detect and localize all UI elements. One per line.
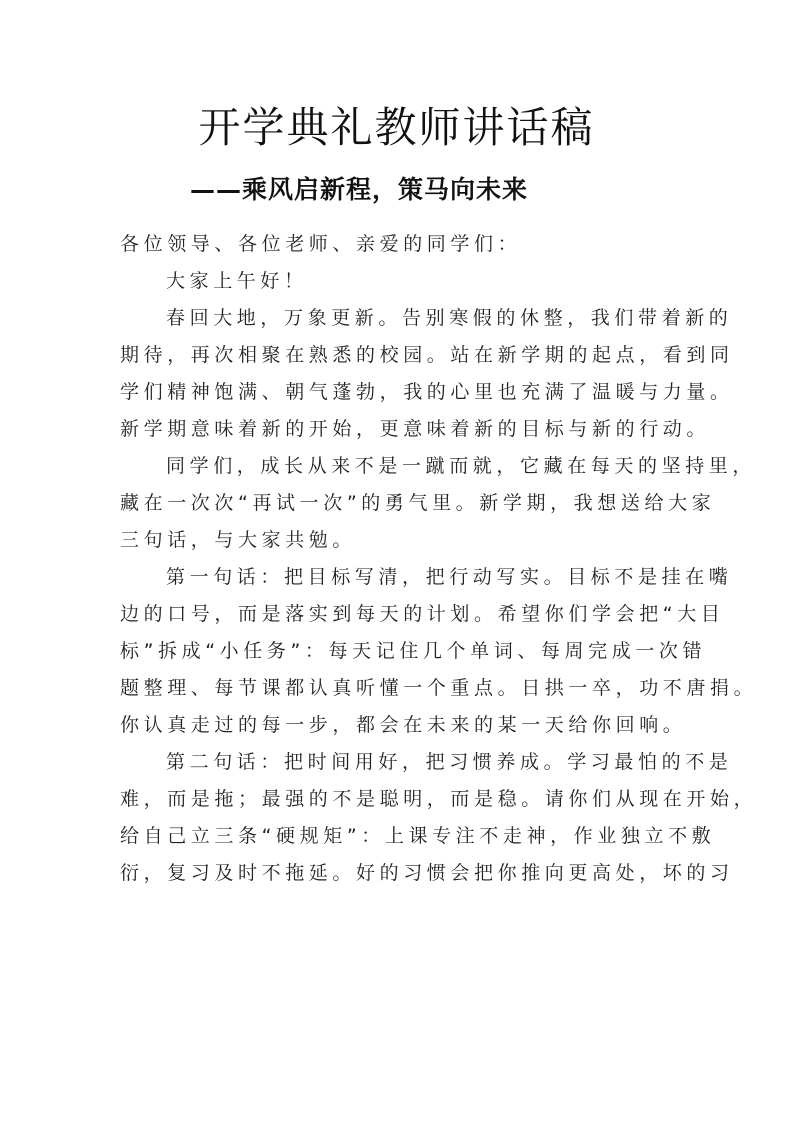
document-title: 开学典礼教师讲话稿 — [198, 103, 595, 152]
document-subtitle: ——乘风启新程，策马向未来 — [190, 175, 529, 204]
body-line: 同学们，成长从来不是一蹴而就，它藏在每天的坚持里， — [166, 455, 757, 477]
body-line: 第一句话：把目标写清，把行动写实。目标不是挂在嘴 — [166, 566, 733, 588]
body-line: 藏在一次次“再试一次”的勇气里。新学期，我想送给大家 — [120, 492, 716, 514]
body-line: 衍，复习及时不拖延。好的习惯会把你推向更高处，坏的习 — [120, 862, 734, 884]
body-line: 学们精神饱满、朝气蓬勃，我的心里也充满了温暖与力量。 — [120, 381, 734, 403]
body-line: 各位领导、各位老师、亲爱的同学们： — [120, 233, 522, 255]
body-line: 难，而是拖；最强的不是聪明，而是稳。请你们从现在开始， — [120, 788, 758, 810]
body-line: 题整理、每节课都认真听懂一个重点。日拱一卒，功不唐捐。 — [120, 677, 758, 699]
body-line: 新学期意味着新的开始，更意味着新的目标与新的行动。 — [120, 418, 711, 440]
body-line: 第二句话：把时间用好，把习惯养成。学习最怕的不是 — [166, 751, 733, 773]
body-line: 期待，再次相聚在熟悉的校园。站在新学期的起点，看到同 — [120, 344, 734, 366]
body-line: 标”拆成“小任务”：每天记住几个单词、每周完成一次错 — [120, 640, 707, 662]
body-line: 你认真走过的每一步，都会在未来的某一天给你回响。 — [120, 714, 687, 736]
body-line: 边的口号，而是落实到每天的计划。希望你们学会把“大目 — [120, 603, 725, 625]
body-line: 给自己立三条“硬规矩”：上课专注不走神，作业独立不敷 — [120, 825, 716, 847]
document-body — [120, 226, 758, 892]
body-line: 春回大地，万象更新。告别寒假的休整，我们带着新的 — [166, 307, 733, 329]
body-line: 大家上午好！ — [166, 270, 308, 292]
body-line: 三句话，与大家共勉。 — [120, 529, 357, 551]
